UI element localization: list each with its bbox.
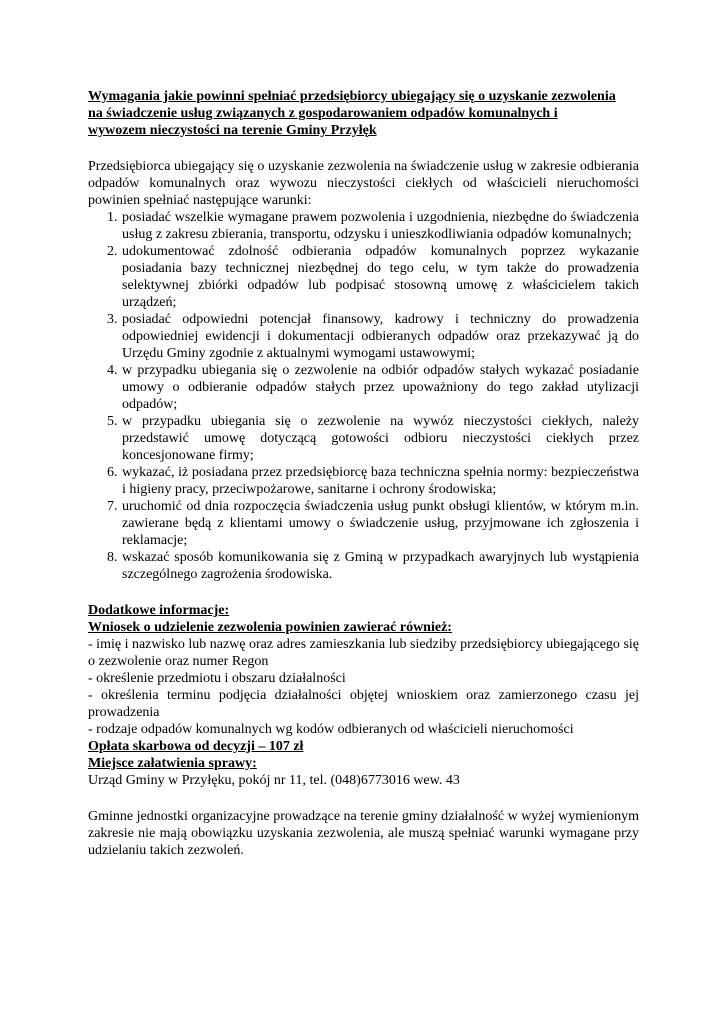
request-heading: Wniosek o udzielenie zezwolenia powinien zawierać również: [88,620,452,635]
request-item: - imię i nazwisko lub nazwę oraz adres zamieszkania lub siedziby przedsiębiorcy ubiegającego się o zezwolenie oraz numer Regon [88,637,639,669]
request-item: - rodzaje odpadów komunalnych wg kodów odbieranych od właścicieli nieruchomości [88,722,574,737]
condition-item [88,362,639,413]
request-item: - określenia terminu podjęcia działalności objętej wnioskiem oraz zamierzonego czasu jej prowadzenia [88,688,639,720]
condition-text: udokumentować zdolność odbierania odpadów komunalnych poprzez wykazanie posiadania bazy technicznej niezbędnej do tego celu, w tym także do prowadzenia selektywnej zbiórki odpadów lub podpisać stosowną umowę z właścicielem takich urządzeń; [122,244,639,310]
heading-line-2: na świadczenie usług związanych z gospodarowaniem odpadów komunalnych i [88,106,558,121]
condition-number: 3. [107,312,118,327]
condition-item [88,209,639,243]
condition-number: 7. [107,499,118,514]
condition-item [88,549,639,583]
fee-line: Opłata skarbowa od decyzji – 107 zł [88,739,304,754]
heading-line-3: wywozem nieczystości na terenie Gminy Przyłęk [88,123,377,138]
intro-paragraph: Przedsiębiorca ubiegający się o uzyskanie zezwolenia na świadczenie usług w zakresie odbierania odpadów komunalnych oraz wywozu nieczystości ciekłych od właścicieli nieruchomości powinien spełniać następujące warunki: [88,159,639,208]
condition-text: w przypadku ubiegania się o zezwolenie na odbiór odpadów stałych wykazać posiadanie umowy o odbieranie odpadów stałych przez upoważniony do tego zakład utylizacji odpadów; [122,363,639,412]
condition-text: posiadać wszelkie wymagane prawem pozwolenia i uzgodnienia, niezbędne do świadczenia usług z zakresu zbierania, transportu, odzysku i unieszkodliwiania odpadów komunalnych; [122,210,639,242]
condition-item [88,311,639,362]
place-line: Urząd Gminy w Przyłęku, pokój nr 11, tel. (048)6773016 wew. 43 [88,773,460,788]
condition-text: uruchomić od dnia rozpoczęcia świadczenia usług punkt obsługi klientów, w którym m.in. zawierane będą z klientami umowy o świadczenie usług, przyjmowane ich zgłoszenia i reklamacje; [122,499,639,548]
condition-text: wskazać sposób komunikowania się z Gminą w przypadkach awaryjnych lub wystąpienia szczególnego zagrożenia środowiska. [122,550,639,582]
heading-line-1: Wymagania jakie powinni spełniać przedsiębiorcy ubiegający się o uzyskanie zezwolenia [88,89,616,104]
condition-number: 6. [107,465,118,480]
conditions-list [88,209,639,583]
closing-paragraph: Gminne jednostki organizacyjne prowadzące na terenie gminy działalność w wyżej wymienionym zakresie nie mają obowiązku uzyskania zezwolenia, ale muszą spełniać warunki wymagane przy udzielaniu takich zezwoleń. [88,809,640,858]
additional-info-heading: Dodatkowe informacje: [88,603,230,618]
condition-text: wykazać, iż posiadana przez przedsiębiorcę baza techniczna spełnia normy: bezpieczeństwa i higieny pracy, przeciwpożarowe, sanitarne i ochrony środowiska; [122,465,639,497]
condition-number: 8. [107,550,118,565]
request-item: - określenie przedmiotu i obszaru działalności [88,671,346,686]
condition-text: posiadać odpowiedni potencjał finansowy, kadrowy i techniczny do prowadzenia odpowiedniej ewidencji i dokumentacji odbieranych odpadów oraz przekazywać ją do Urzędu Gminy zgodnie z aktualnymi wymogami ustawowymi; [122,312,639,361]
condition-number: 1. [107,210,118,225]
document-heading [88,88,639,139]
condition-number: 2. [107,244,118,259]
condition-number: 5. [107,414,118,429]
condition-item [88,243,639,311]
condition-item [88,498,639,549]
condition-item [88,464,639,498]
condition-text: w przypadku ubiegania się o zezwolenie na wywóz nieczystości ciekłych, należy przedstawić umowę dotyczącą gotowości odbioru nieczystości ciekłych przez koncesjonowane firmy; [122,414,639,463]
place-heading: Miejsce załatwienia sprawy: [88,756,257,771]
condition-number: 4. [107,363,118,378]
document-page [88,88,639,859]
condition-item [88,413,639,464]
additional-info-section [88,602,639,789]
